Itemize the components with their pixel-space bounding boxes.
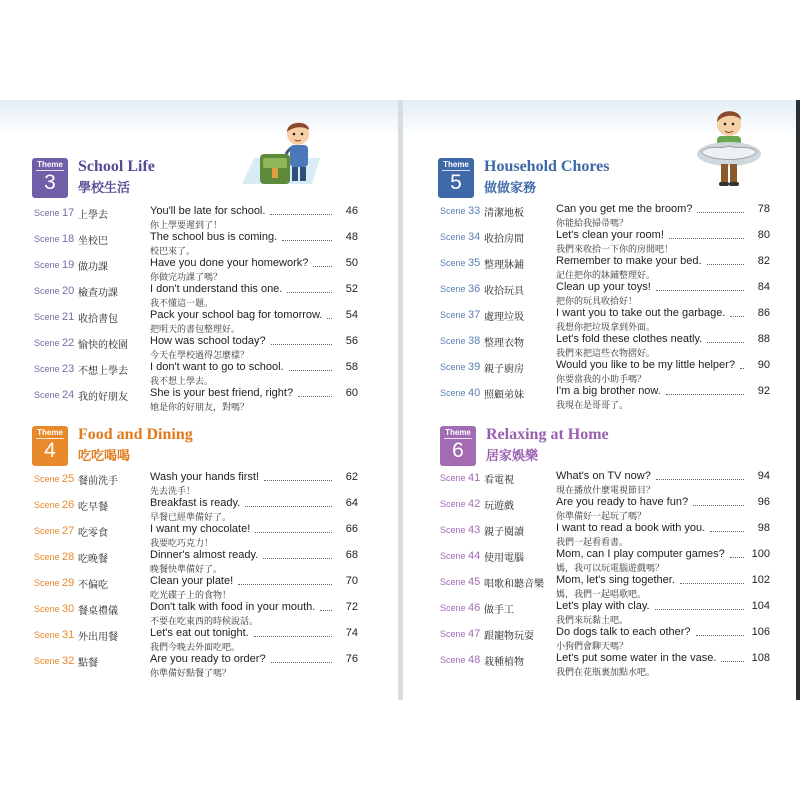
theme-number: 3	[44, 171, 56, 194]
scene-number: 42	[468, 498, 481, 510]
scene-word: Scene	[34, 656, 60, 666]
scene-label	[440, 257, 480, 269]
scene-row	[34, 601, 398, 627]
scene-phrase-en: Have you done your homework?	[150, 257, 311, 269]
scene-topic: 檢查功課	[78, 288, 118, 299]
scene-label	[34, 473, 74, 485]
scene-phrase-en: I want to read a book with you.	[556, 522, 708, 534]
scene-word: Scene	[440, 603, 466, 613]
scene-row	[440, 522, 800, 548]
scene-phrase-en: She is your best friend, right?	[150, 387, 296, 399]
scene-phrase-en: Pack your school bag for tomorrow.	[150, 309, 325, 321]
scene-row	[440, 281, 800, 307]
scene-phrase-zh: 晚餐快準備好了。	[150, 565, 223, 575]
scene-phrase-zh: 我要吃巧克力！	[150, 539, 214, 549]
scene-label	[440, 524, 480, 536]
scene-phrase-en: Would you like to be my little helper?	[556, 359, 738, 371]
scene-phrase-zh: 早餐已經準備好了。	[150, 513, 232, 523]
scene-word: Scene	[34, 312, 60, 322]
scene-phrase-en: Are you ready to have fun?	[556, 496, 691, 508]
page-number: 48	[332, 231, 358, 243]
scene-number: 17	[62, 207, 75, 219]
scene-row	[440, 307, 800, 333]
scene-phrase-zh: 你上學要遲到了！	[150, 221, 223, 231]
scene-label	[34, 337, 74, 349]
scene-word: Scene	[34, 234, 60, 244]
page-number: 90	[744, 359, 770, 371]
theme-title-en: Household Chores	[484, 158, 610, 175]
scene-number: 31	[62, 629, 75, 641]
scene-label	[440, 550, 480, 562]
scene-row	[34, 257, 398, 283]
scene-topic: 收拾房間	[484, 234, 524, 245]
scene-topic: 玩遊戲	[484, 501, 514, 512]
scene-label	[440, 628, 480, 640]
scene-topic: 外出用餐	[78, 632, 118, 643]
page-number: 108	[744, 652, 770, 664]
page-number: 104	[744, 600, 770, 612]
scene-label	[34, 259, 74, 271]
scene-row	[440, 203, 800, 229]
scene-number: 38	[468, 335, 481, 347]
scene-topic: 照顧弟妹	[484, 390, 524, 401]
page-number: 82	[744, 255, 770, 267]
page-number: 68	[332, 549, 358, 561]
scene-topic: 坐校巴	[78, 236, 108, 247]
scene-phrase-zh: 把你的玩具收拾好！	[556, 297, 638, 307]
scene-word: Scene	[34, 474, 60, 484]
scene-row	[34, 471, 398, 497]
theme-badge	[438, 158, 474, 198]
theme-badge	[440, 426, 476, 466]
scene-row	[34, 575, 398, 601]
theme-6-scene-list	[440, 470, 800, 678]
scene-label	[440, 498, 480, 510]
page-number: 100	[744, 548, 770, 560]
scene-phrase-en: Do dogs talk to each other?	[556, 626, 694, 638]
scene-row	[440, 574, 800, 600]
page-number: 94	[744, 470, 770, 482]
scene-topic: 愉快的校園	[78, 340, 128, 351]
scene-row	[34, 387, 398, 413]
scene-label	[34, 311, 74, 323]
page-number: 76	[332, 653, 358, 665]
theme-title-zh: 做做家務	[484, 181, 537, 196]
scene-label	[34, 577, 74, 589]
scene-number: 39	[468, 361, 481, 373]
scene-topic: 栽種植物	[484, 657, 524, 668]
scene-word: Scene	[34, 390, 60, 400]
scene-phrase-en: Let's eat out tonight.	[150, 627, 252, 639]
scene-word: Scene	[440, 525, 466, 535]
scene-number: 32	[62, 655, 75, 667]
scene-row	[440, 600, 800, 626]
scene-topic: 上學去	[78, 210, 108, 221]
scene-phrase-zh: 我們來收拾一下你的房間吧！	[556, 245, 674, 255]
scene-phrase-en: Can you get me the broom?	[556, 203, 695, 215]
scene-phrase-en: I want my chocolate!	[150, 523, 253, 535]
scene-number: 35	[468, 257, 481, 269]
theme-word: Theme	[443, 160, 469, 169]
scene-label	[440, 387, 480, 399]
scene-phrase-zh: 現在播放什麼電視節目？	[556, 486, 656, 496]
page-number: 86	[744, 307, 770, 319]
dot-leader	[666, 393, 756, 395]
theme-title-zh: 吃吃喝喝	[78, 449, 131, 464]
page-number: 64	[332, 497, 358, 509]
scene-topic: 做功課	[78, 262, 108, 273]
scene-number: 48	[468, 654, 481, 666]
scene-word: Scene	[34, 526, 60, 536]
scene-number: 18	[62, 233, 75, 245]
scene-number: 22	[62, 337, 75, 349]
scene-number: 34	[468, 231, 481, 243]
dot-leader	[655, 608, 756, 610]
scene-label	[440, 654, 480, 666]
scene-word: Scene	[34, 286, 60, 296]
scene-phrase-en: Wash your hands first!	[150, 471, 262, 483]
scene-word: Scene	[34, 500, 60, 510]
scene-phrase-zh: 你做完功課了嗎？	[150, 273, 223, 283]
theme-title-en: Relaxing at Home	[486, 426, 609, 443]
scene-row	[34, 361, 398, 387]
top-band	[0, 100, 398, 136]
scene-row	[34, 523, 398, 549]
scene-topic: 不想上學去	[78, 366, 128, 377]
scene-number: 46	[468, 602, 481, 614]
scene-row	[440, 548, 800, 574]
scene-word: Scene	[440, 232, 466, 242]
scene-phrase-en: I'm a big brother now.	[556, 385, 664, 397]
page-number: 98	[744, 522, 770, 534]
scene-topic: 跟寵物玩耍	[484, 631, 534, 642]
theme-title-zh: 學校生活	[78, 181, 131, 196]
theme-3-scene-list	[34, 205, 398, 413]
scene-phrase-zh: 我們來把這些衣物摺好。	[556, 349, 656, 359]
theme-badge	[32, 426, 68, 466]
page-number: 46	[332, 205, 358, 217]
dot-leader	[656, 478, 756, 480]
scene-phrase-zh: 你準備好一起玩了嗎？	[556, 512, 647, 522]
scene-word: Scene	[440, 362, 466, 372]
scene-phrase-zh: 不要在吃東西的時候說話。	[150, 617, 259, 627]
page-number: 84	[744, 281, 770, 293]
scene-row	[440, 496, 800, 522]
scene-label	[34, 525, 74, 537]
theme-number: 6	[452, 439, 464, 462]
scene-word: Scene	[440, 499, 466, 509]
scene-phrase-zh: 先去洗手！	[150, 487, 196, 497]
scene-label	[440, 205, 480, 217]
scene-row	[34, 549, 398, 575]
scene-row	[440, 255, 800, 281]
scene-word: Scene	[440, 310, 466, 320]
scene-phrase-en: What's on TV now?	[556, 470, 654, 482]
theme-title-zh: 居家娛樂	[486, 449, 539, 464]
page-number: 58	[332, 361, 358, 373]
schoolboy-illustration	[232, 114, 324, 190]
scene-row	[34, 205, 398, 231]
scene-number: 19	[62, 259, 75, 271]
scene-topic: 我的好朋友	[78, 392, 128, 403]
page-number: 80	[744, 229, 770, 241]
scene-topic: 點餐	[78, 658, 98, 669]
scene-topic: 不偏吃	[78, 580, 108, 591]
page-number: 60	[332, 387, 358, 399]
scene-phrase-en: Mom, can I play computer games?	[556, 548, 728, 560]
scene-phrase-zh: 我們在花瓶裏加點水吧。	[556, 668, 656, 678]
scene-topic: 使用電腦	[484, 553, 524, 564]
scene-word: Scene	[34, 338, 60, 348]
scene-phrase-zh: 我想你把垃圾拿到外面。	[556, 323, 656, 333]
scene-number: 33	[468, 205, 481, 217]
scene-word: Scene	[440, 473, 466, 483]
scene-row	[34, 283, 398, 309]
scene-phrase-en: Let's put some water in the vase.	[556, 652, 719, 664]
page-number: 78	[744, 203, 770, 215]
scene-phrase-zh: 我們一起看看書。	[556, 538, 629, 548]
page-number: 96	[744, 496, 770, 508]
scene-label	[34, 363, 74, 375]
scene-phrase-zh: 我不想上學去。	[150, 377, 214, 387]
scene-label	[34, 603, 74, 615]
scene-phrase-zh: 媽，我們一起唱歌吧。	[556, 590, 647, 600]
scene-word: Scene	[440, 206, 466, 216]
right-page	[403, 100, 800, 700]
theme-5-scene-list	[440, 203, 800, 411]
scene-phrase-en: I want you to take out the garbage.	[556, 307, 728, 319]
scene-topic: 清潔地板	[484, 208, 524, 219]
theme-word: Theme	[445, 428, 471, 437]
scene-number: 24	[62, 389, 75, 401]
scene-word: Scene	[440, 284, 466, 294]
scene-number: 28	[62, 551, 75, 563]
page-number: 92	[744, 385, 770, 397]
scene-number: 43	[468, 524, 481, 536]
scene-label	[440, 361, 480, 373]
scene-row	[440, 385, 800, 411]
scene-word: Scene	[440, 577, 466, 587]
scene-phrase-en: Don't talk with food in your mouth.	[150, 601, 318, 613]
scene-phrase-zh: 記住把你的牀鋪整理好。	[556, 271, 656, 281]
scene-phrase-en: Dinner's almost ready.	[150, 549, 261, 561]
scene-label	[34, 655, 74, 667]
scene-label	[34, 551, 74, 563]
scene-topic: 整理衣物	[484, 338, 524, 349]
scene-topic: 唱歌和聽音樂	[484, 579, 544, 590]
scene-word: Scene	[440, 551, 466, 561]
scene-label	[34, 285, 74, 297]
scene-topic: 收拾書包	[78, 314, 118, 325]
page-number: 56	[332, 335, 358, 347]
scene-row	[440, 470, 800, 496]
scene-phrase-en: You'll be late for school.	[150, 205, 268, 217]
scene-phrase-zh: 把明天的書包整理好。	[150, 325, 241, 335]
scene-phrase-en: How was school today?	[150, 335, 269, 347]
scene-row	[440, 626, 800, 652]
scene-number: 26	[62, 499, 75, 511]
scene-label	[440, 335, 480, 347]
page-number: 66	[332, 523, 358, 535]
page-number: 102	[744, 574, 770, 586]
scene-row	[34, 231, 398, 257]
scene-label	[34, 207, 74, 219]
theme-word: Theme	[37, 160, 63, 169]
scene-topic: 收拾玩具	[484, 286, 524, 297]
scene-number: 40	[468, 387, 481, 399]
scene-phrase-zh: 校巴來了。	[150, 247, 196, 257]
scene-phrase-en: Let's clean your room!	[556, 229, 667, 241]
scene-number: 36	[468, 283, 481, 295]
scene-row	[440, 229, 800, 255]
dot-leader	[669, 237, 756, 239]
scene-word: Scene	[34, 630, 60, 640]
scene-row	[34, 627, 398, 653]
scene-word: Scene	[440, 629, 466, 639]
scene-word: Scene	[34, 260, 60, 270]
scene-topic: 餐桌禮儀	[78, 606, 118, 617]
scene-topic: 整理牀鋪	[484, 260, 524, 271]
scene-phrase-zh: 你能給我掃帚嗎？	[556, 219, 629, 229]
page-number: 72	[332, 601, 358, 613]
scene-phrase-en: Let's fold these clothes neatly.	[556, 333, 705, 345]
scene-topic: 吃早餐	[78, 502, 108, 513]
scene-number: 41	[468, 472, 481, 484]
scene-row	[34, 335, 398, 361]
left-page	[0, 100, 398, 700]
scene-number: 44	[468, 550, 481, 562]
scene-label	[440, 231, 480, 243]
page-number: 106	[744, 626, 770, 638]
page-number: 50	[332, 257, 358, 269]
scene-word: Scene	[440, 336, 466, 346]
scene-number: 47	[468, 628, 481, 640]
scene-word: Scene	[34, 552, 60, 562]
scene-phrase-en: The school bus is coming.	[150, 231, 280, 243]
scene-word: Scene	[34, 208, 60, 218]
theme-number: 5	[450, 171, 462, 194]
book-spread	[0, 100, 800, 700]
scene-phrase-en: Remember to make your bed.	[556, 255, 705, 267]
scene-phrase-zh: 我們來玩黏土吧。	[556, 616, 629, 626]
scene-topic: 看電視	[484, 475, 514, 486]
scene-row	[34, 497, 398, 523]
scene-word: Scene	[440, 388, 466, 398]
scene-phrase-zh: 她是你的好朋友，對嗎？	[150, 403, 250, 413]
scene-label	[34, 233, 74, 245]
chores-boy-illustration	[691, 104, 767, 196]
scene-phrase-zh: 你準備好點餐了嗎？	[150, 669, 232, 679]
scene-topic: 吃晚餐	[78, 554, 108, 565]
scene-topic: 餐前洗手	[78, 476, 118, 487]
scene-number: 23	[62, 363, 75, 375]
scene-phrase-zh: 我不懂這一題。	[150, 299, 214, 309]
scene-number: 20	[62, 285, 75, 297]
scene-phrase-en: I don't understand this one.	[150, 283, 285, 295]
scene-number: 27	[62, 525, 75, 537]
theme-4-scene-list	[34, 471, 398, 679]
scene-number: 30	[62, 603, 75, 615]
scene-phrase-en: Mom, let's sing together.	[556, 574, 678, 586]
scene-topic: 吃零食	[78, 528, 108, 539]
scene-word: Scene	[440, 655, 466, 665]
scene-number: 45	[468, 576, 481, 588]
scene-phrase-en: Breakfast is ready.	[150, 497, 243, 509]
scene-number: 29	[62, 577, 75, 589]
scene-phrase-en: Let's play with clay.	[556, 600, 653, 612]
page-number: 52	[332, 283, 358, 295]
page-number: 70	[332, 575, 358, 587]
scene-word: Scene	[34, 364, 60, 374]
scene-label	[440, 602, 480, 614]
scene-row	[440, 652, 800, 678]
dot-leader	[656, 289, 756, 291]
scene-row	[440, 359, 800, 385]
scene-phrase-en: I don't want to go to school.	[150, 361, 287, 373]
scene-phrase-zh: 吃光碟子上的食物！	[150, 591, 232, 601]
scene-phrase-zh: 我現在是哥哥了。	[556, 401, 629, 411]
scene-number: 25	[62, 473, 75, 485]
scene-label	[34, 499, 74, 511]
scene-label	[440, 576, 480, 588]
scene-number: 21	[62, 311, 75, 323]
scene-word: Scene	[34, 604, 60, 614]
scene-phrase-zh: 你要當我的小助手嗎？	[556, 375, 647, 385]
theme-title-en: Food and Dining	[78, 426, 193, 443]
scene-label	[440, 472, 480, 484]
scene-phrase-zh: 小狗們會聊天嗎？	[556, 642, 629, 652]
scene-number: 37	[468, 309, 481, 321]
scene-topic: 親子廚房	[484, 364, 524, 375]
theme-badge	[32, 158, 68, 198]
page-number: 88	[744, 333, 770, 345]
scene-phrase-zh: 媽，我可以玩電腦遊戲嗎？	[556, 564, 665, 574]
scene-label	[440, 309, 480, 321]
scene-phrase-en: Clean your plate!	[150, 575, 236, 587]
theme-word: Theme	[37, 428, 63, 437]
page-number: 62	[332, 471, 358, 483]
page-number: 74	[332, 627, 358, 639]
scene-row	[34, 309, 398, 335]
scene-phrase-en: Clean up your toys!	[556, 281, 654, 293]
scene-label	[34, 389, 74, 401]
page-number: 54	[332, 309, 358, 321]
scene-word: Scene	[34, 578, 60, 588]
scene-phrase-zh: 我們今晚去外面吃吧。	[150, 643, 241, 653]
theme-title-en: School Life	[78, 158, 155, 175]
scene-row	[34, 653, 398, 679]
scene-topic: 處理垃圾	[484, 312, 524, 323]
scene-phrase-zh: 今天在學校過得怎麼樣？	[150, 351, 250, 361]
scene-label	[34, 629, 74, 641]
scene-phrase-en: Are you ready to order?	[150, 653, 269, 665]
scene-word: Scene	[440, 258, 466, 268]
scene-topic: 親子閱讀	[484, 527, 524, 538]
theme-number: 4	[44, 439, 56, 462]
scene-label	[440, 283, 480, 295]
scene-row	[440, 333, 800, 359]
scene-topic: 做手工	[484, 605, 514, 616]
